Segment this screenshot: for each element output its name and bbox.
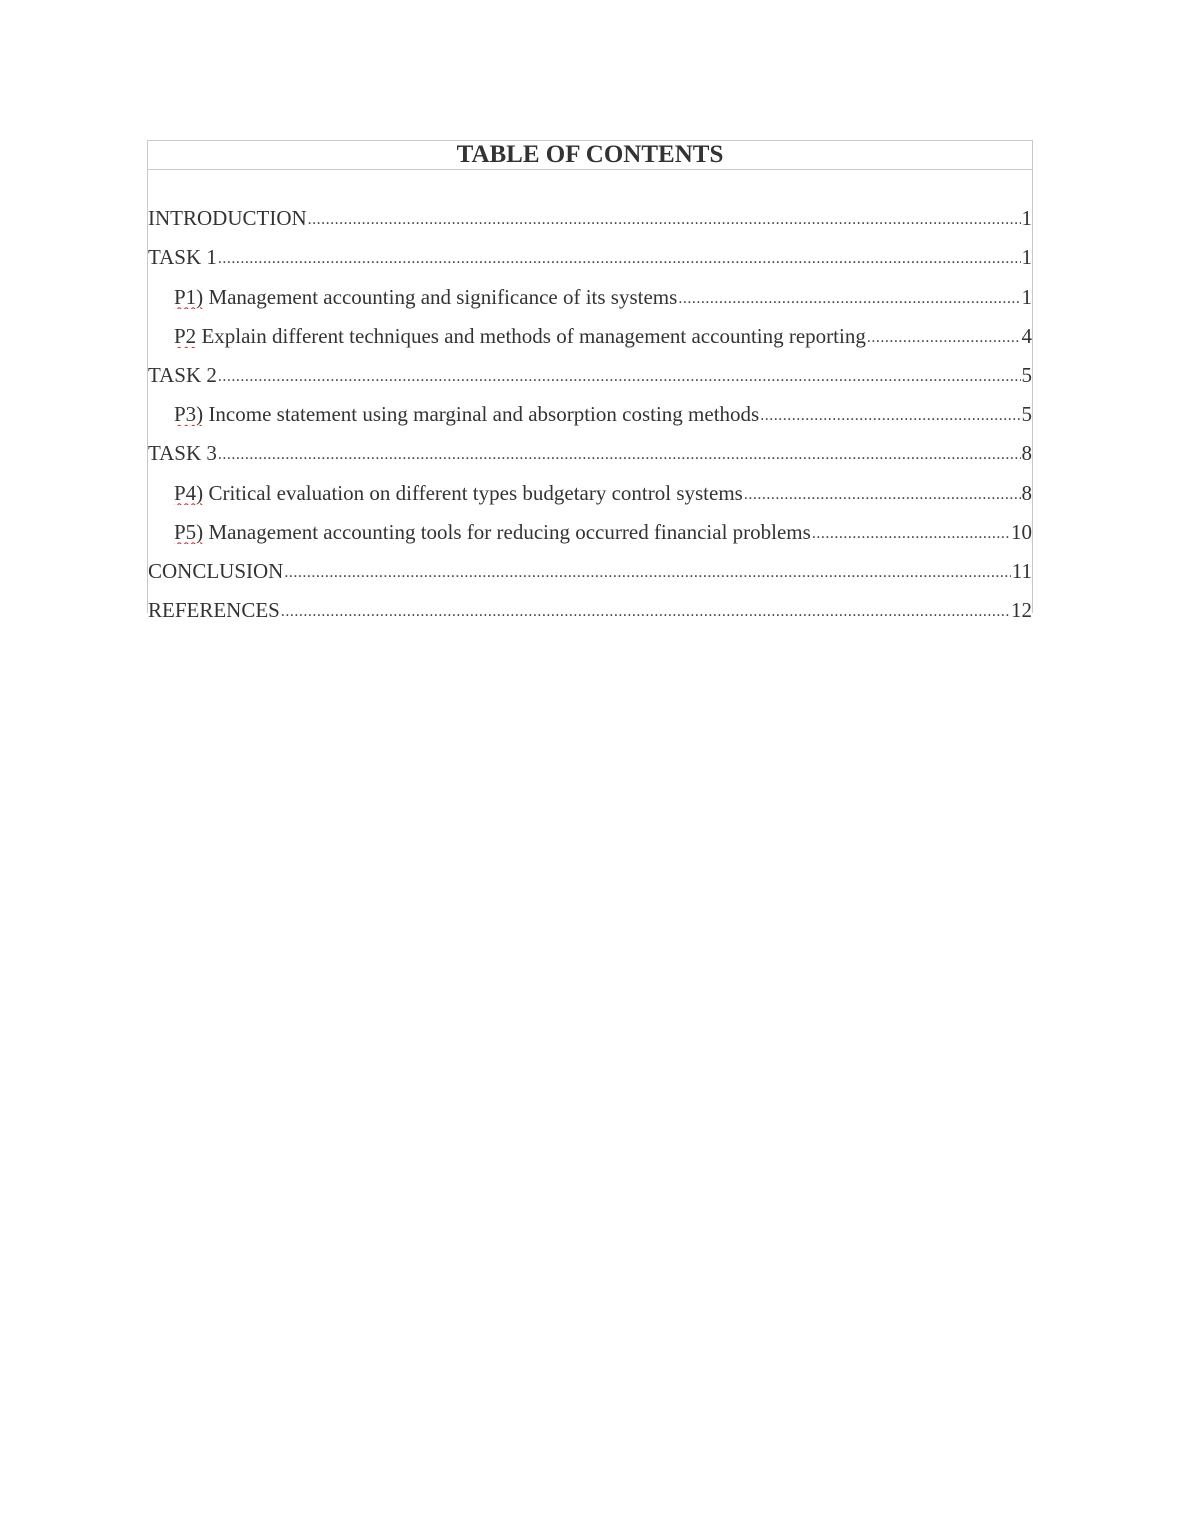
- toc-entry-code: P5): [174, 519, 204, 544]
- toc-entry-label: TASK 1: [148, 245, 217, 270]
- toc-dot-leader: [678, 289, 1020, 309]
- toc-entry-task-1[interactable]: [148, 230, 1032, 269]
- toc-entry-p2[interactable]: [148, 309, 1032, 348]
- toc-entry-label: P3) Income statement using marginal and absorption costing methods: [174, 402, 760, 427]
- toc-page-number: 5: [1021, 402, 1032, 427]
- toc-entry-task-3[interactable]: [148, 426, 1032, 465]
- toc-entry-conclusion[interactable]: [148, 544, 1032, 583]
- toc-page-number: 10: [1011, 519, 1032, 544]
- toc-entry-p1[interactable]: [148, 269, 1032, 308]
- toc-entry-task-2[interactable]: [148, 348, 1032, 387]
- toc-page-number: 8: [1021, 441, 1032, 466]
- toc-entry-p4[interactable]: [148, 465, 1032, 504]
- toc-page-number: 5: [1021, 362, 1032, 387]
- toc-dot-leader: [281, 602, 1010, 622]
- toc-entry-references[interactable]: [148, 583, 1032, 622]
- toc-page-number: 1: [1021, 284, 1032, 309]
- toc-page-number: 1: [1021, 206, 1032, 231]
- toc-page-number: 11: [1011, 558, 1032, 583]
- toc-dot-leader: [218, 445, 1021, 465]
- toc-entry-label: INTRODUCTION: [148, 206, 307, 231]
- toc-entry-label: REFERENCES: [148, 598, 280, 623]
- toc-entry-label: P5) Management accounting tools for reducing occurred financial problems: [174, 519, 811, 544]
- toc-entry-code: P3): [174, 402, 204, 427]
- toc-dot-leader: [308, 210, 1021, 230]
- toc-entry-introduction[interactable]: [148, 191, 1032, 230]
- toc-dot-leader: [760, 406, 1020, 426]
- toc-dot-leader: [284, 563, 1010, 583]
- toc-entry-label: TASK 3: [148, 441, 217, 466]
- table-of-contents: [147, 140, 1033, 623]
- toc-entry-p3[interactable]: [148, 387, 1032, 426]
- toc-dot-leader: [744, 485, 1021, 505]
- toc-entry-p5[interactable]: [148, 505, 1032, 544]
- toc-entry-label: P1) Management accounting and significance of its systems: [174, 284, 678, 309]
- toc-list: [148, 191, 1032, 622]
- toc-dot-leader: [867, 328, 1021, 348]
- toc-entry-label: P4) Critical evaluation on different types budgetary control systems: [174, 480, 743, 505]
- toc-entry-code: P4): [174, 480, 204, 505]
- toc-dot-leader: [218, 367, 1021, 387]
- toc-entry-code: P2: [174, 323, 197, 348]
- toc-entry-label: CONCLUSION: [148, 558, 284, 583]
- toc-entry-label: P2 Explain different techniques and methods of management accounting reporting: [174, 323, 866, 348]
- toc-page-number: 4: [1021, 323, 1032, 348]
- toc-entry-code: P1): [174, 284, 204, 309]
- toc-page-number: 12: [1011, 598, 1032, 623]
- toc-dot-leader: [812, 524, 1010, 544]
- toc-dot-leader: [218, 249, 1021, 269]
- toc-page-number: 1: [1021, 245, 1032, 270]
- toc-title: TABLE OF CONTENTS: [148, 141, 1032, 170]
- toc-page-number: 8: [1021, 480, 1032, 505]
- toc-entry-label: TASK 2: [148, 362, 217, 387]
